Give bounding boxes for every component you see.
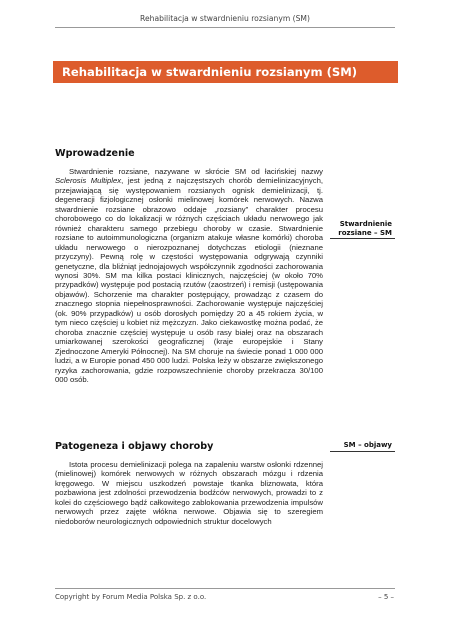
side-note-rule: [330, 451, 395, 452]
footer-rule: [55, 588, 395, 589]
section-body-introduction: Stwardnienie rozsiane, nazywane w skrócie SM od łacińskiej nazwy Sclerosis Multiplex, jest jedną z najczęstszych chorób demielinizacyjnych, przejawiającą się występowaniem rozsianych ognisk demielinizacji, tj. degeneracji fizjologicznej osłonki mielinowej komórek nerwowych. Nazwa stwardnienie rozsiane obrazowo oddaje „rozsiany” charakter procesu chorobowego co do lokalizacji w różnych częściach układu nerwowego jak również charakteru samego przebiegu choroby w czasie. Stwardnienie rozsiane to autoimmunologiczna (organizm atakuje własne komórki) choroba układu nerwowego o nierozpoznanej dotychczas etiologii (nieznane przyczyny). Pewną rolę w częstości występowania odgrywają czynniki genetyczne, dla bliźniąt jednojajowych współczynnik zgodności zachorowania wynosi 30%. SM ma kilka postaci klinicznych, najczęściej (w około 70% przypadków) występuje pod postacią rzutów (zaostrzeń) i remisji (ustępowania objawów). Schorzenie ma charakter postępujący, prowadząc z czasem do znacznego stopnia niepełnosprawności. Zachorowanie występuje najczęściej (ok. 90% przypadków) u osób dorosłych pomiędzy 20 a 45 rokiem życia, w tym nieco częściej u kobiet niż mężczyzn. Jako ciekawostkę można podać, że choroba znacznie częściej występuje u osób rasy białej oraz na obszarach umiarkowanej szerokości geograficznej (kraje europejskie i Stany Zjednoczone Ameryki Północnej). Na SM choruje na świecie ponad 1 000 000 ludzi, a w Europie ponad 450 000 ludzi. Polska leży w obszarze zwiększonego ryzyka zachorowania, gdzie rozpowszechnienie choroby przekracza 30/100 000 osób.: [55, 167, 324, 384]
running-header: Rehabilitacja w stwardnieniu rozsianym (SM): [140, 14, 310, 23]
footer-copyright: Copyright by Forum Media Polska Sp. z o.o.: [55, 593, 207, 601]
section-body-pathogenesis: Istota procesu demielinizacji polega na zapaleniu warstw osłonki rdzennej (mielinowej) komórek nerwowych w różnych obszarach mózgu i rdzenia kręgowego. W miejscu uszkodzeń powstaje tkanka bliznowata, która pozbawiona jest zdolności przewodzenia bodźców nerwowych, prowadzi to z kolei do częściowego bądź całkowitego zablokowania przewodzenia impulsów nerwowych przez zajęte włókna nerwowe. Objawia się to szeregiem niedoborów neurologicznych odpowiednich struktur docelowych: [55, 460, 323, 526]
header-rule: [55, 27, 395, 28]
side-note-introduction: [338, 220, 392, 238]
section-heading-introduction: Wprowadzenie: [55, 148, 135, 159]
side-note-line: Stwardnienie: [339, 220, 392, 228]
page-number: – 5 –: [378, 593, 394, 601]
page-title: Rehabilitacja w stwardnieniu rozsianym (SM): [53, 61, 398, 83]
side-note-pathogenesis: [344, 441, 392, 450]
side-note-rule: [330, 238, 395, 239]
latin-name: Sclerosis Multiplex: [55, 176, 122, 186]
side-note-line: rozsiane – SM: [338, 229, 392, 237]
side-note-line: SM – objawy: [343, 441, 392, 449]
section-heading-pathogenesis: Patogeneza i objawy choroby: [55, 441, 214, 452]
